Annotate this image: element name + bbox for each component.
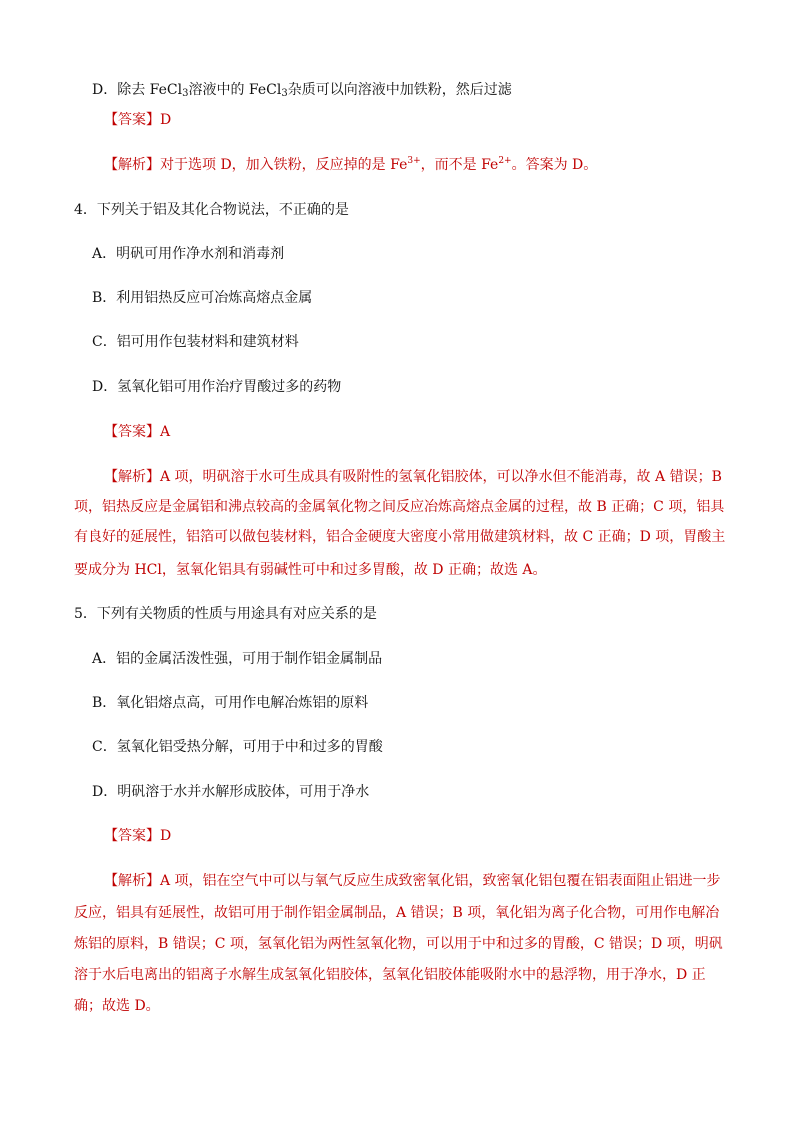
prev-answer: 【答案】D (104, 112, 172, 128)
q4-option-b: B．利用铝热反应可冶炼高熔点金属 (92, 290, 313, 306)
q5-explanation-line: 【解析】A 项，铝在空气中可以与氧气反应生成致密氧化铝，致密氧化铝包覆在铝表面阻止铝进一步 (104, 873, 721, 889)
prev-explanation-sup-2: 2+ (498, 156, 512, 166)
prev-explanation (104, 155, 597, 175)
q5-answer: 【答案】D (104, 828, 172, 844)
q4-option-c: C．铝可用作包装材料和建筑材料 (92, 334, 299, 350)
prev-option-d-text-1: D．除去 FeCl (92, 82, 183, 98)
prev-explanation-sup-1: 3+ (407, 156, 421, 166)
q4-explanation-line: 项，铝热反应是金属铝和沸点较高的金属氧化物之间反应冶炼高熔点金属的过程，故 B 正确；C 项，铝具 (74, 499, 725, 515)
q4-option-a: A．明矾可用作净水剂和消毒剂 (92, 246, 285, 262)
prev-option-d-text-2: 溶液中的 FeCl (188, 82, 282, 98)
q5-option-d: D．明矾溶于水并水解形成胶体，可用于净水 (92, 784, 370, 800)
q4-option-d: D．氢氧化铝可用作治疗胃酸过多的药物 (92, 379, 342, 395)
q5-option-b: B．氧化铝熔点高，可用作电解冶炼铝的原料 (92, 695, 369, 711)
q5-explanation-line: 溶于水后电离出的铝离子水解生成氢氧化铝胶体，氢氧化铝胶体能吸附水中的悬浮物，用于净水，D 正 (74, 967, 706, 983)
prev-option-d-text-3: 杂质可以向溶液中加铁粉，然后过滤 (287, 82, 512, 98)
q5-explanation-line: 炼铝的原料，B 错误；C 项，氢氧化铝为两性氢氧化物，可以用于中和过多的胃酸，C 错误；D 项，明矾 (74, 936, 723, 952)
q4-explanation-line: 有良好的延展性，铝箔可以做包装材料，铝合金硬度大密度小常用做建筑材料，故 C 正确；D 项，胃酸主 (74, 529, 726, 545)
q5-option-c: C．氢氧化铝受热分解，可用于中和过多的胃酸 (92, 739, 383, 755)
prev-option-d (92, 80, 512, 100)
q4-explanation-line: 要成分为 HCl，氢氧化铝具有弱碱性可中和过多胃酸，故 D 正确；故选 A。 (74, 562, 547, 578)
prev-explanation-text-3: 。答案为 D。 (511, 157, 598, 173)
q5-explanation-line: 确；故选 D。 (74, 998, 160, 1014)
prev-option-d-sub-1: 3 (182, 88, 189, 99)
prev-explanation-text-1: 【解析】对于选项 D，加入铁粉，反应掉的是 Fe (104, 157, 408, 173)
q5-stem: 5．下列有关物质的性质与用途具有对应关系的是 (74, 606, 377, 622)
prev-explanation-text-2: ，而不是 Fe (420, 157, 499, 173)
q4-answer: 【答案】A (104, 424, 171, 440)
q5-option-a: A．铝的金属活泼性强，可用于制作铝金属制品 (92, 651, 383, 667)
q5-explanation-line: 反应，铝具有延展性，故铝可用于制作铝金属制品，A 错误；B 项，氧化铝为离子化合物，可用作电解冶 (74, 905, 720, 921)
q4-explanation-line: 【解析】A 项，明矾溶于水可生成具有吸附性的氢氧化铝胶体，可以净水但不能消毒，故 A 错误；B (104, 469, 722, 485)
prev-option-d-sub-2: 3 (281, 88, 288, 99)
q4-stem: 4．下列关于铝及其化合物说法，不正确的是 (74, 202, 349, 218)
